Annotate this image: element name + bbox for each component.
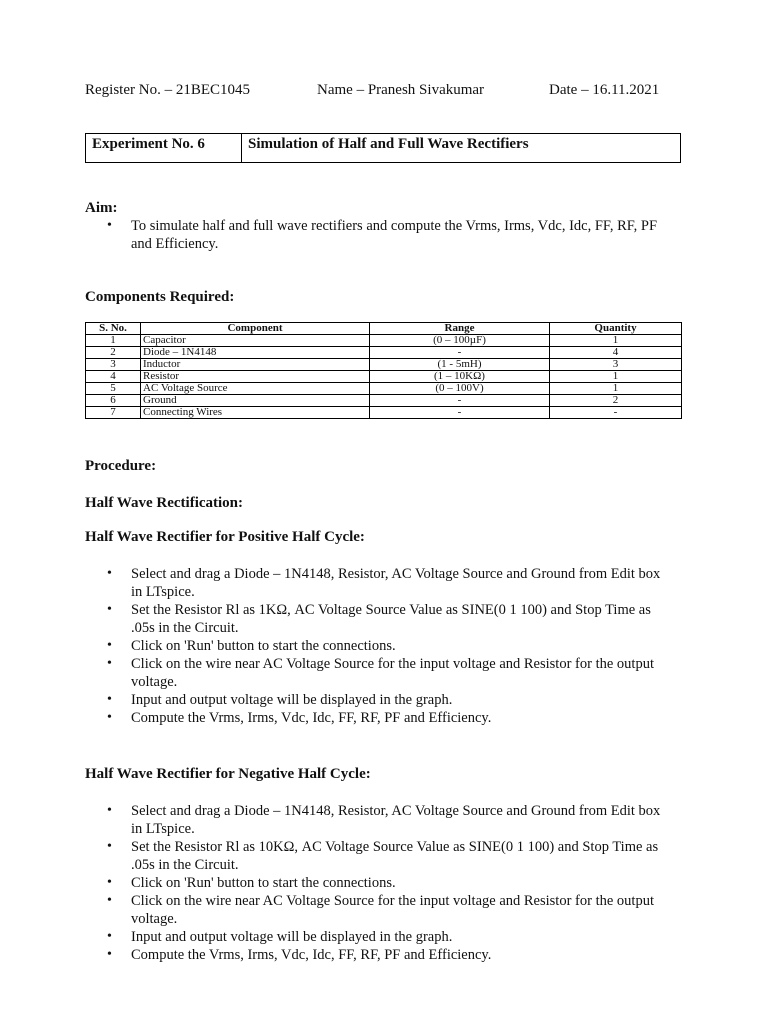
list-item: • To simulate half and full wave rectifiers and compute the Vrms, Irms, Vdc, Idc, FF, RF, PF and Efficiency.: [85, 217, 661, 253]
column-header: Quantity: [550, 323, 682, 335]
list-item: • Set the Resistor Rl as 10KΩ, AC Voltage Source Value as SINE(0 1 100) and Stop Time as .05s in the Circuit.: [85, 838, 661, 874]
column-header: S. No.: [86, 323, 141, 335]
report-date: Date – 16.11.2021: [549, 82, 660, 98]
table-row: 6 Ground - 2: [86, 395, 682, 407]
list-item: • Compute the Vrms, Irms, Vdc, Idc, FF, RF, PF and Efficiency.: [85, 946, 661, 964]
aim-heading: Aim:: [85, 200, 118, 216]
positive-cycle-heading: Half Wave Rectifier for Positive Half Cycle:: [85, 529, 365, 545]
list-item: • Select and drag a Diode – 1N4148, Resistor, AC Voltage Source and Ground from Edit box in LTspice.: [85, 802, 661, 838]
list-item: • Click on the wire near AC Voltage Source for the input voltage and Resistor for the output voltage.: [85, 892, 661, 928]
negative-cycle-heading: Half Wave Rectifier for Negative Half Cycle:: [85, 766, 371, 782]
components-table: [85, 322, 682, 419]
list-item: • Input and output voltage will be displayed in the graph.: [85, 691, 661, 709]
list-item: • Click on the wire near AC Voltage Source for the input voltage and Resistor for the output voltage.: [85, 655, 661, 691]
list-item: • Compute the Vrms, Irms, Vdc, Idc, FF, RF, PF and Efficiency.: [85, 709, 661, 727]
table-row: 7 Connecting Wires - -: [86, 407, 682, 419]
procedure-heading: Procedure:: [85, 458, 157, 474]
table-row: 5 AC Voltage Source (0 – 100V) 1: [86, 383, 682, 395]
register-number: Register No. – 21BEC1045: [85, 82, 250, 98]
list-item: • Click on 'Run' button to start the connections.: [85, 637, 661, 655]
negative-cycle-steps: [85, 802, 661, 964]
list-item: • Set the Resistor Rl as 1KΩ, AC Voltage Source Value as SINE(0 1 100) and Stop Time as .05s in the Circuit.: [85, 601, 661, 637]
aim-list: [85, 217, 661, 253]
positive-cycle-steps: [85, 565, 661, 727]
table-header-row: [86, 323, 682, 335]
experiment-title-box: [85, 133, 681, 163]
student-name: Name – Pranesh Sivakumar: [317, 82, 485, 98]
column-header: Component: [141, 323, 370, 335]
components-heading: Components Required:: [85, 289, 235, 305]
half-wave-heading: Half Wave Rectification:: [85, 495, 244, 511]
table-row: 4 Resistor (1 – 10KΩ) 1: [86, 371, 682, 383]
list-item: • Click on 'Run' button to start the connections.: [85, 874, 661, 892]
list-item: • Input and output voltage will be displayed in the graph.: [85, 928, 661, 946]
experiment-number: Experiment No. 6: [86, 134, 242, 162]
experiment-title: Simulation of Half and Full Wave Rectifiers: [248, 136, 529, 152]
table-row: 1 Capacitor (0 – 100µF) 1: [86, 335, 682, 347]
column-header: Range: [370, 323, 550, 335]
table-row: 3 Inductor (1 - 5mH) 3: [86, 359, 682, 371]
table-row: 2 Diode – 1N4148 - 4: [86, 347, 682, 359]
list-item: • Select and drag a Diode – 1N4148, Resistor, AC Voltage Source and Ground from Edit box in LTspice.: [85, 565, 661, 601]
